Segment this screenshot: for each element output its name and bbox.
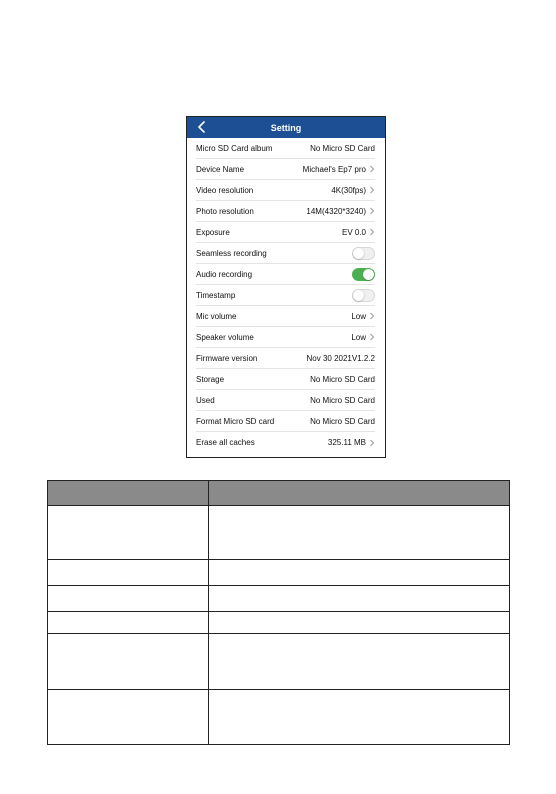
toggle-switch[interactable] [352,247,375,260]
toggle-switch[interactable] [352,289,375,302]
settings-row-label: Storage [196,374,225,384]
table-row [48,506,510,560]
settings-row-label: Timestamp [196,290,236,300]
chevron-right-icon [369,228,375,236]
settings-row-value-group [310,144,375,153]
settings-row[interactable] [196,390,375,411]
settings-row[interactable] [196,327,375,348]
settings-row[interactable] [196,222,375,243]
table-cell [209,634,510,689]
chevron-left-icon[interactable] [195,120,209,134]
settings-row-value-group [307,354,376,363]
chevron-right-icon [369,165,375,173]
settings-row-value: 325.11 MB [327,438,366,447]
settings-row[interactable] [196,432,375,453]
page-title: Setting [270,122,302,133]
settings-row[interactable] [196,369,375,390]
toggle-switch[interactable] [352,268,375,281]
table-header-cell [209,481,510,506]
settings-row-label: Video resolution [196,185,254,195]
settings-row-value-group [303,165,375,174]
settings-row-label: Used [196,395,215,405]
table-row [48,586,510,612]
toggle-knob [353,290,364,301]
settings-row-value: Low [351,332,366,342]
table-cell [209,689,510,744]
settings-row-value: Michael's Ep7 pro [302,164,366,174]
table-cell [48,560,209,586]
settings-row-value-group [352,289,375,302]
settings-row-value: No Micro SD Card [310,416,375,426]
chevron-right-icon [369,207,375,215]
settings-row[interactable] [196,348,375,369]
settings-row-label: Mic volume [196,311,237,321]
settings-row-label: Micro SD Card album [196,143,273,153]
settings-row-value-group [342,228,375,237]
settings-row-label: Device Name [196,164,245,174]
settings-row-value-group [306,207,375,216]
settings-description-table [47,480,510,745]
toggle-knob [363,269,374,280]
settings-row[interactable] [196,306,375,327]
settings-row-value-group [310,375,375,384]
settings-row[interactable] [196,201,375,222]
toggle-knob [353,248,364,259]
settings-row-value-group [351,312,375,321]
table-header-cell [48,481,209,506]
settings-row-label: Photo resolution [196,206,254,216]
settings-row-label: Seamless recording [196,248,267,258]
settings-row-value: No Micro SD Card [310,395,375,405]
settings-row-label: Firmware version [196,353,258,363]
settings-row-label: Speaker volume [196,332,254,342]
table-row [48,634,510,689]
table-row [48,689,510,744]
settings-row-value-group [310,396,375,405]
table-header-row [48,481,510,506]
settings-row-value: 4K(30fps) [331,185,366,195]
settings-row-value-group [351,333,375,342]
chevron-right-icon [369,333,375,341]
settings-row-value: Low [351,311,366,321]
settings-row[interactable] [196,411,375,432]
settings-row[interactable] [196,264,375,285]
settings-row-value: No Micro SD Card [310,143,375,153]
table-cell [48,612,209,634]
settings-row-value-group [352,268,375,281]
table-row [48,612,510,634]
settings-row[interactable] [196,159,375,180]
chevron-right-icon [369,312,375,320]
table-cell [209,612,510,634]
table-row [48,560,510,586]
table-cell [48,634,209,689]
table-cell [48,689,209,744]
table-cell [48,506,209,560]
settings-row-label: Audio recording [196,269,253,279]
chevron-right-icon [369,186,375,194]
settings-row-label: Format Micro SD card [196,416,275,426]
navbar [187,117,385,138]
settings-row-value-group [328,438,375,447]
table-cell [209,560,510,586]
settings-row-value-group [352,247,375,260]
table-cell [48,586,209,612]
settings-row-value: EV 0.0 [341,227,366,237]
chevron-right-icon [369,439,375,447]
settings-row-value-group [310,417,375,426]
settings-row-value: Nov 30 2021V1.2.2 [306,353,375,363]
settings-row[interactable] [196,285,375,306]
settings-row-label: Erase all caches [196,438,255,447]
settings-row-value-group [331,186,375,195]
settings-row-value: 14M(4320*3240) [306,206,366,216]
settings-row[interactable] [196,138,375,159]
settings-row[interactable] [196,180,375,201]
settings-screenshot [186,116,386,458]
settings-row-value: No Micro SD Card [310,374,375,384]
settings-row[interactable] [196,243,375,264]
table-cell [209,586,510,612]
settings-row-label: Exposure [196,227,230,237]
settings-list [187,138,385,453]
table-cell [209,506,510,560]
